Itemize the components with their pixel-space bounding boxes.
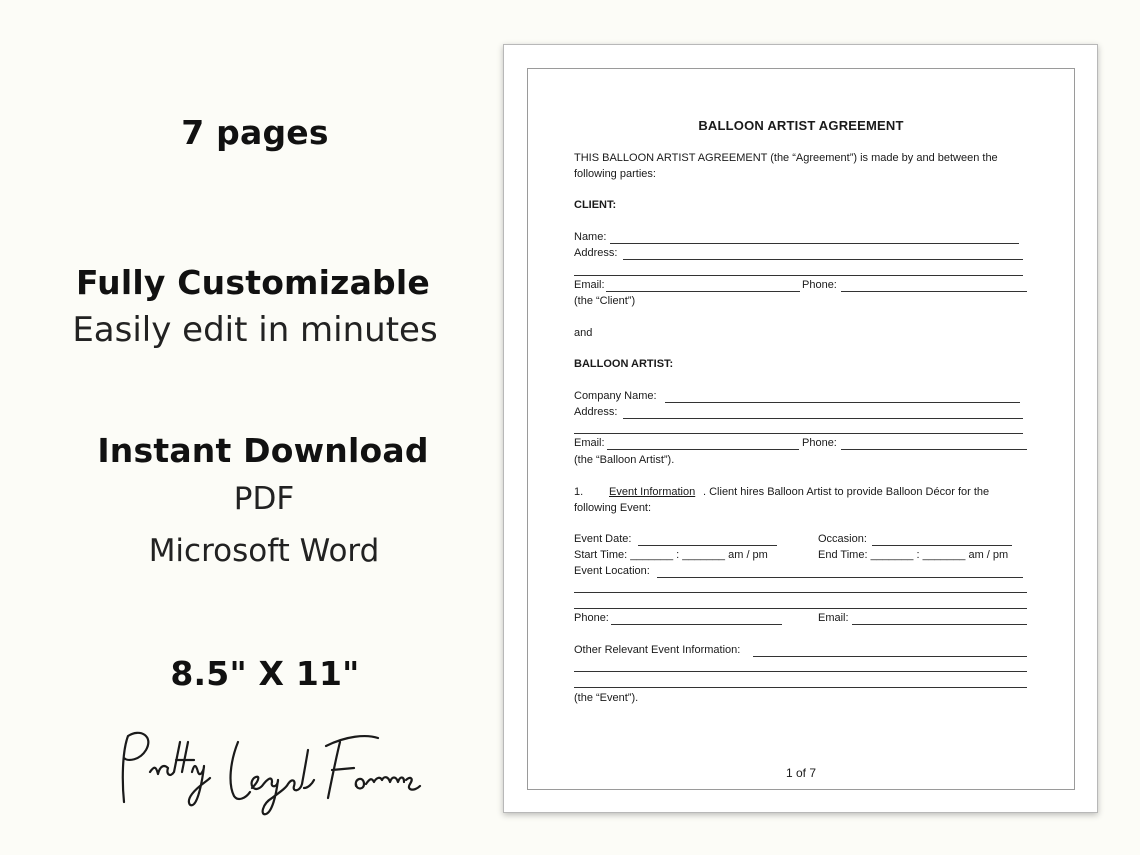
format-pdf: PDF	[233, 481, 295, 517]
download-title: Instant Download	[97, 431, 429, 470]
artist-defined: (the “Balloon Artist”).	[574, 454, 675, 466]
artist-company-label: Company Name:	[574, 390, 657, 402]
other-info-line	[753, 656, 1027, 657]
artist-email-label: Email:	[574, 437, 605, 449]
page-size: 8.5" X 11"	[170, 654, 360, 693]
other-info-label: Other Relevant Event Information:	[574, 644, 741, 656]
event-location-line	[657, 577, 1023, 578]
document-preview	[503, 44, 1098, 813]
artist-phone-line	[841, 449, 1027, 450]
client-defined: (the “Client”)	[574, 295, 636, 307]
artist-email-line	[607, 449, 799, 450]
document-page	[527, 68, 1075, 790]
section1-text: . Client hires Balloon Artist to provide Balloon Décor for the	[703, 486, 990, 498]
other-info-line-3	[574, 687, 1027, 688]
client-email-line	[606, 291, 800, 292]
client-name-label: Name:	[574, 231, 607, 243]
artist-address-line-2	[574, 433, 1023, 434]
artist-phone-label: Phone:	[802, 437, 837, 449]
client-name-line	[610, 243, 1019, 244]
other-info-line-2	[574, 671, 1027, 672]
client-heading: CLIENT:	[574, 199, 617, 211]
client-address-label: Address:	[574, 247, 618, 259]
client-phone-line	[841, 291, 1027, 292]
client-address-line-2	[574, 275, 1023, 276]
event-date-line	[638, 545, 777, 546]
intro-line-2: following parties:	[574, 168, 656, 180]
and-text: and	[574, 327, 593, 339]
event-location-line-3	[574, 608, 1027, 609]
format-word: Microsoft Word	[148, 533, 380, 569]
occasion-label: Occasion:	[818, 533, 867, 545]
feature-panel	[0, 0, 520, 855]
event-date-label: Event Date:	[574, 533, 632, 545]
artist-company-line	[665, 402, 1020, 403]
customizable-subtitle: Easily edit in minutes	[72, 310, 438, 350]
event-phone-line	[611, 624, 782, 625]
customizable-title: Fully Customizable	[76, 263, 430, 302]
start-time-label: Start Time: _______ : _______ am / pm	[574, 549, 768, 561]
event-location-line-2	[574, 592, 1027, 593]
artist-address-label: Address:	[574, 406, 618, 418]
artist-address-line	[623, 418, 1023, 419]
page-number: 1 of 7	[785, 766, 817, 780]
end-time-label: End Time: _______ : _______ am / pm	[818, 549, 1009, 561]
artist-heading: BALLOON ARTIST:	[574, 358, 674, 370]
occasion-line	[872, 545, 1012, 546]
client-address-line	[623, 259, 1023, 260]
intro-line-1: THIS BALLOON ARTIST AGREEMENT (the “Agreement”) is made by and between the	[574, 152, 998, 164]
event-defined: (the “Event”).	[574, 692, 639, 704]
section1-heading: Event Information	[609, 486, 696, 498]
event-email-label: Email:	[818, 612, 849, 624]
client-phone-label: Phone:	[802, 279, 837, 291]
event-email-line	[852, 624, 1027, 625]
document-title: BALLOON ARTIST AGREEMENT	[698, 118, 904, 133]
pretty-legal-forms-signature-logo	[110, 722, 430, 822]
event-location-label: Event Location:	[574, 565, 650, 577]
section1-line-2: following Event:	[574, 502, 652, 514]
section1-number: 1.	[574, 486, 584, 498]
pages-count: 7 pages	[181, 113, 329, 152]
client-email-label: Email:	[574, 279, 605, 291]
event-phone-label: Phone:	[574, 612, 609, 624]
